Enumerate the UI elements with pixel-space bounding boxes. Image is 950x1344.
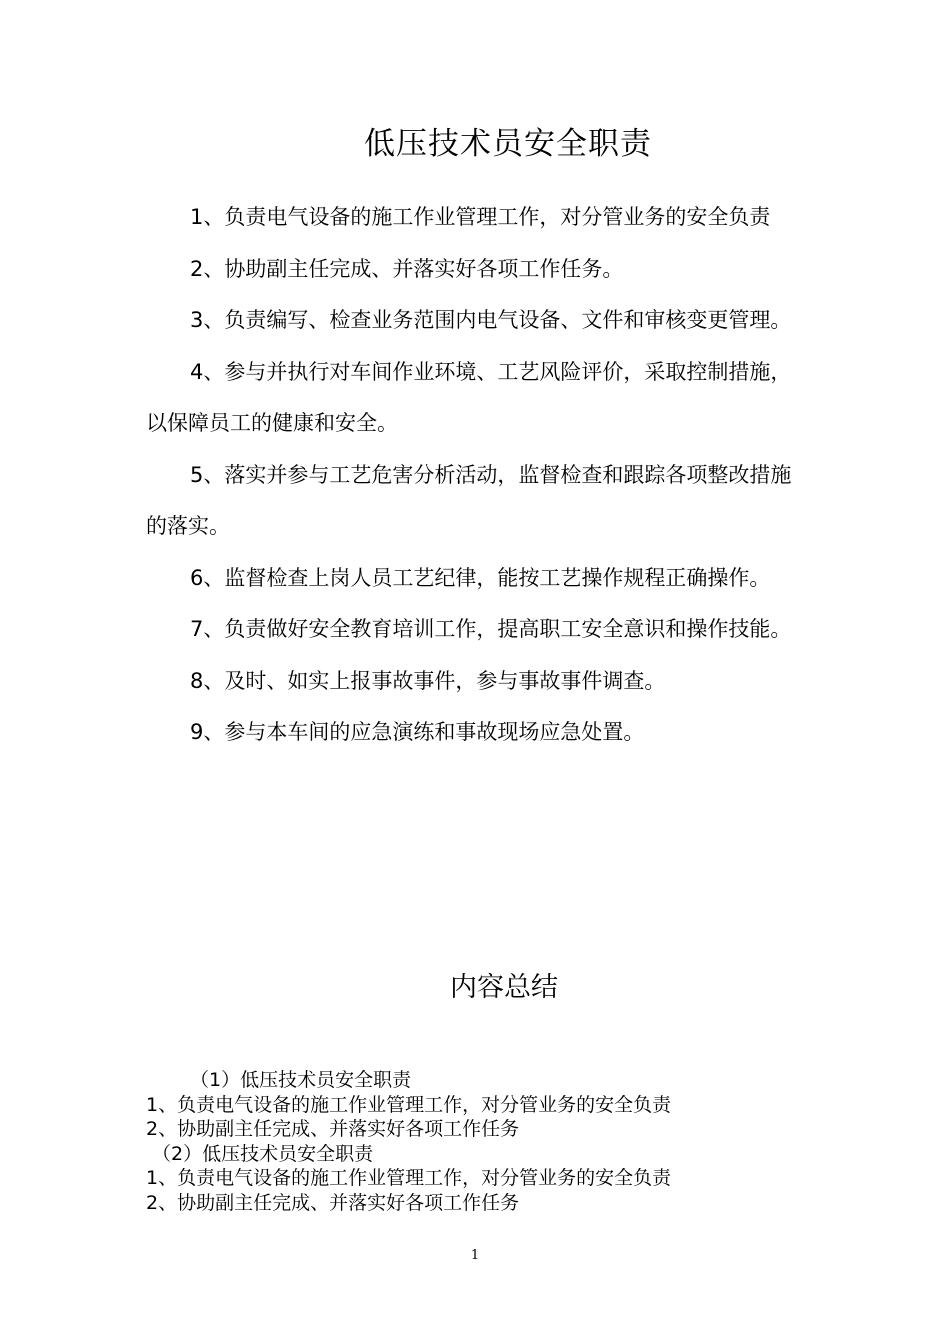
responsibility-item-3: 3、负责编写、检查业务范围内电气设备、文件和审核变更管理。 — [190, 308, 792, 332]
responsibility-item-7: 7、负责做好安全教育培训工作，提高职工安全意识和操作技能。 — [190, 617, 792, 641]
summary-title: 内容总结 — [450, 972, 558, 1003]
responsibility-item-6: 6、监督检查上岗人员工艺纪律，能按工艺操作规程正确操作。 — [190, 565, 771, 590]
responsibility-item-9: 9、参与本车间的应急演练和事故现场应急处置。 — [190, 720, 645, 744]
summary-heading-2: （2）低压技术员安全职责 — [152, 1142, 374, 1165]
summary-line: 2、协助副主任完成、并落实好各项工作任务 — [146, 1191, 520, 1214]
responsibility-item-4: 4、参与并执行对车间作业环境、工艺风险评价，采取控制措施，以保障员工的健康和安全。 — [146, 359, 792, 435]
summary-line: 2、协助副主任完成、并落实好各项工作任务 — [146, 1118, 520, 1140]
summary-heading-1: （1）低压技术员安全职责 — [190, 1069, 412, 1091]
page-number: 1 — [470, 1248, 480, 1263]
responsibility-item-5: 5、落实并参与工艺危害分析活动，监督检查和跟踪各项整改措施的落实。 — [146, 462, 792, 538]
summary-line: 1、负责电气设备的施工作业管理工作，对分管业务的安全负责 — [146, 1167, 672, 1189]
responsibility-list — [146, 192, 810, 759]
summary-line: 1、负责电气设备的施工作业管理工作，对分管业务的安全负责 — [146, 1093, 672, 1116]
document-title: 低压技术员安全职责 — [364, 126, 652, 162]
responsibility-item-1: 1、负责电气设备的施工作业管理工作，对分管业务的安全负责 — [190, 205, 771, 229]
summary-block — [146, 1068, 826, 1215]
responsibility-item-8: 8、及时、如实上报事故事件，参与事故事件调查。 — [190, 668, 666, 693]
responsibility-item-2: 2、协助副主任完成、并落实好各项工作任务。 — [190, 256, 624, 281]
